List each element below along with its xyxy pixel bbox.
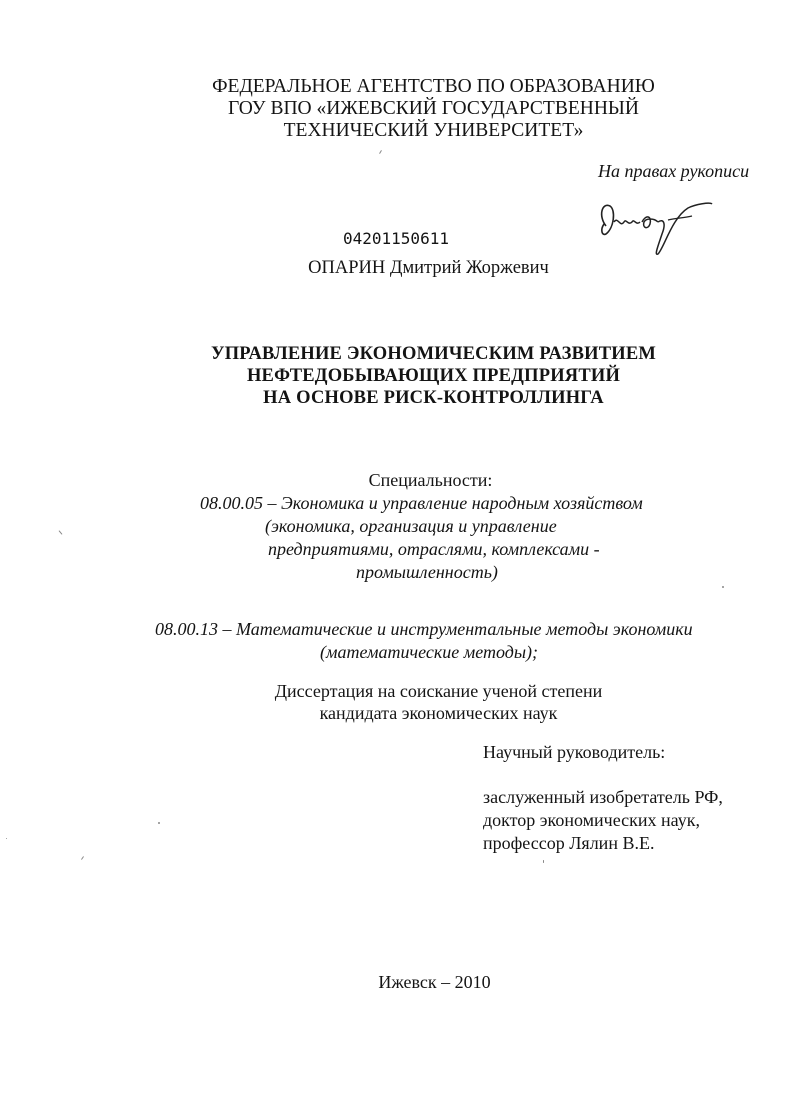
degree-line2: кандидата экономических наук bbox=[319, 703, 558, 723]
document-number: 04201150611 bbox=[343, 229, 449, 248]
scan-speck bbox=[543, 860, 544, 863]
supervisor-line3: профессор Лялин В.Е. bbox=[483, 833, 655, 853]
degree-line1: Диссертация на соискание ученой степени bbox=[274, 681, 603, 701]
title-line1: УПРАВЛЕНИЕ ЭКОНОМИЧЕСКИМ РАЗВИТИЕМ bbox=[210, 344, 657, 364]
city-year: Ижевск – 2010 bbox=[378, 972, 491, 992]
scan-speck bbox=[158, 822, 160, 824]
title-line3: НА ОСНОВЕ РИСК-КОНТРОЛЛИНГА bbox=[263, 388, 604, 408]
specialties-label: Специальности: bbox=[368, 470, 493, 490]
specialty-second bbox=[155, 618, 693, 664]
title-line2: НЕФТЕДОБЫВАЮЩИХ ПРЕДПРИЯТИЙ bbox=[246, 366, 621, 386]
specialty-second-line1: 08.00.13 – Математические и инструментальные методы экономики bbox=[155, 619, 693, 639]
specialty-first-line3: предприятиями, отраслями, комплексами - bbox=[268, 539, 600, 559]
agency-name: ФЕДЕРАЛЬНОЕ АГЕНТСТВО ПО ОБРАЗОВАНИЮ bbox=[212, 76, 655, 97]
scan-speck bbox=[722, 586, 724, 588]
author-name: ОПАРИН Дмитрий Жоржевич bbox=[308, 258, 549, 278]
specialty-first-line1: 08.00.05 – Экономика и управление народным хозяйством bbox=[200, 493, 643, 513]
supervisor-info bbox=[483, 786, 723, 855]
dissertation-title bbox=[0, 343, 797, 409]
supervisor-line1: заслуженный изобретатель РФ, bbox=[483, 787, 723, 807]
scan-speck bbox=[81, 856, 84, 860]
signature-image bbox=[592, 188, 716, 258]
organization-header bbox=[0, 76, 797, 142]
university-name-line1: ГОУ ВПО «ИЖЕВСКИЙ ГОСУДАРСТВЕННЫЙ bbox=[227, 98, 640, 119]
scan-speck bbox=[59, 530, 63, 534]
dissertation-degree bbox=[0, 680, 797, 724]
manuscript-note: На правах рукописи bbox=[598, 161, 750, 181]
specialty-first-line2: (экономика, организация и управление bbox=[265, 516, 557, 536]
supervisor-line2: доктор экономических наук, bbox=[483, 810, 700, 830]
supervisor-label: Научный руководитель: bbox=[483, 742, 666, 762]
specialty-first bbox=[200, 492, 643, 584]
scan-speck bbox=[6, 838, 7, 839]
university-name-line2: ТЕХНИЧЕСКИЙ УНИВЕРСИТЕТ» bbox=[283, 120, 584, 141]
specialty-second-line2: (математические методы); bbox=[320, 642, 539, 662]
scan-speck bbox=[379, 150, 382, 154]
specialty-first-line4: промышленность) bbox=[356, 562, 498, 582]
